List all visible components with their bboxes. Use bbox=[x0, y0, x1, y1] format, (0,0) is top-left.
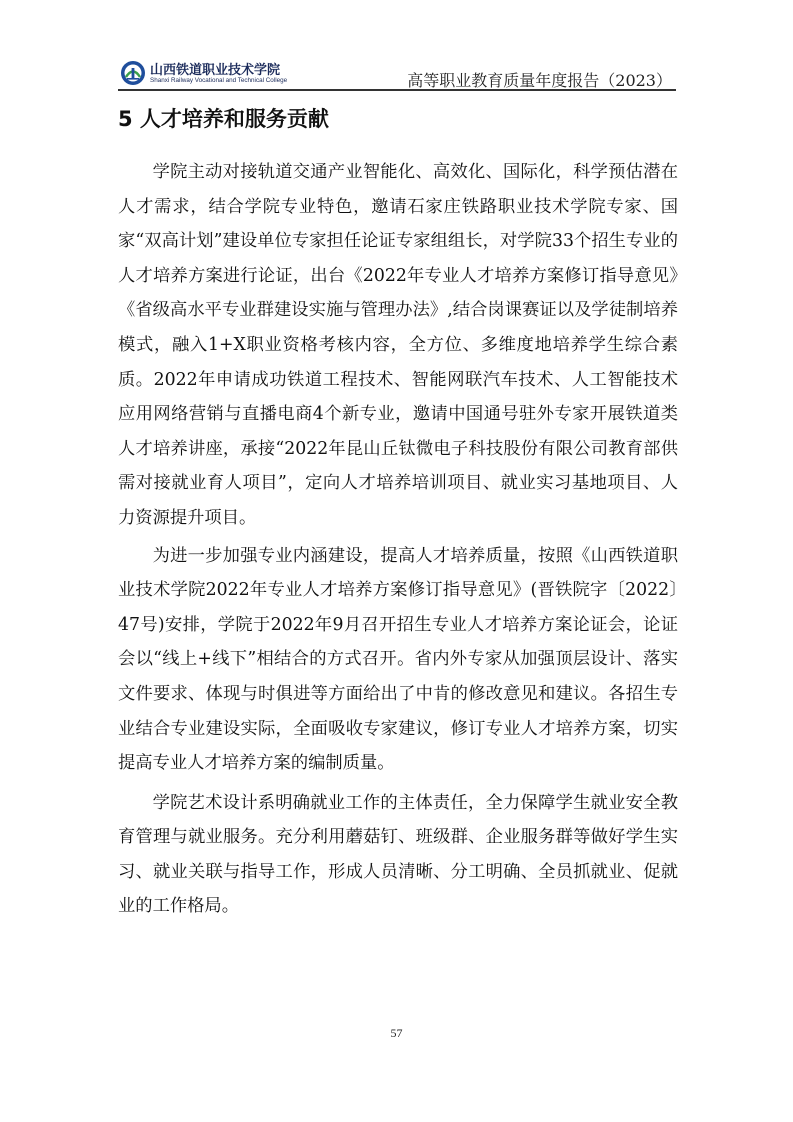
report-title: 高等职业教育质量年度报告（2023） bbox=[407, 71, 672, 90]
section-heading: 5 人才培养和服务贡献 bbox=[118, 107, 329, 131]
logo-english-name: Shanxi Railway Vocational and Technical College bbox=[150, 77, 288, 84]
paragraph-employment-service: 学院艺术设计系明确就业工作的主体责任，全力保障学生就业安全教育管理与就业服务。充分利用蘑菇钉、班级群、企业服务群等做好学生实习、就业关联与指导工作，形成人员清晰、分工明确、全员抓就业、促就业的工作格局。 bbox=[118, 792, 678, 917]
college-logo bbox=[118, 58, 398, 88]
logo-chinese-name: 山西铁道职业技术学院 bbox=[150, 63, 281, 78]
paragraph-talent-training: 学院主动对接轨道交通产业智能化、高效化、国际化，科学预估潜在人才需求，结合学院专业特色，邀请石家庄铁路职业技术学院专家、国家“双高计划”建设单位专家担任论证专家组组长，对学院33个招生专业的人才培养方案进行论证，出台《2022年专业人才培养方案修订指导意见》《省级高水平专业群建设实施与管理办法》,结合岗课赛证以及学徒制培养模式，融入1+X职业资格考核内容，全方位、多维度地培养学生综合素质。2022年申请成功铁道工程技术、智能网联汽车技术、人工智能技术应用网络营销与直播电商4个新专业，邀请中国通号驻外专家开展铁道类人才培养讲座，承接“2022年昆山丘钛微电子科技股份有限公司教育部供需对接就业育人项目”，定向人才培养培训项目、就业实习基地项目、人力资源提升项目。 bbox=[118, 162, 678, 528]
page-number: 57 bbox=[390, 1026, 403, 1040]
body-text bbox=[118, 155, 678, 924]
header-divider bbox=[118, 89, 676, 91]
page-header bbox=[118, 52, 676, 92]
college-emblem-icon bbox=[120, 60, 146, 86]
paragraph-program-revision: 为进一步加强专业内涵建设，提高人才培养质量，按照《山西铁道职业技术学院2022年专业人才培养方案修订指导意见》(晋铁院字〔2022〕47号)安排，学院于2022年9月召开招生专业人才培养方案论证会，论证会以“线上+线下”相结合的方式召开。省内外专家从加强顶层设计、落实文件要求、体现与时俱进等方面给出了中肯的修改意见和建议。各招生专业结合专业建设实际，全面吸收专家建议，修订专业人才培养方案，切实提高专业人才培养方案的编制质量。 bbox=[118, 545, 678, 774]
